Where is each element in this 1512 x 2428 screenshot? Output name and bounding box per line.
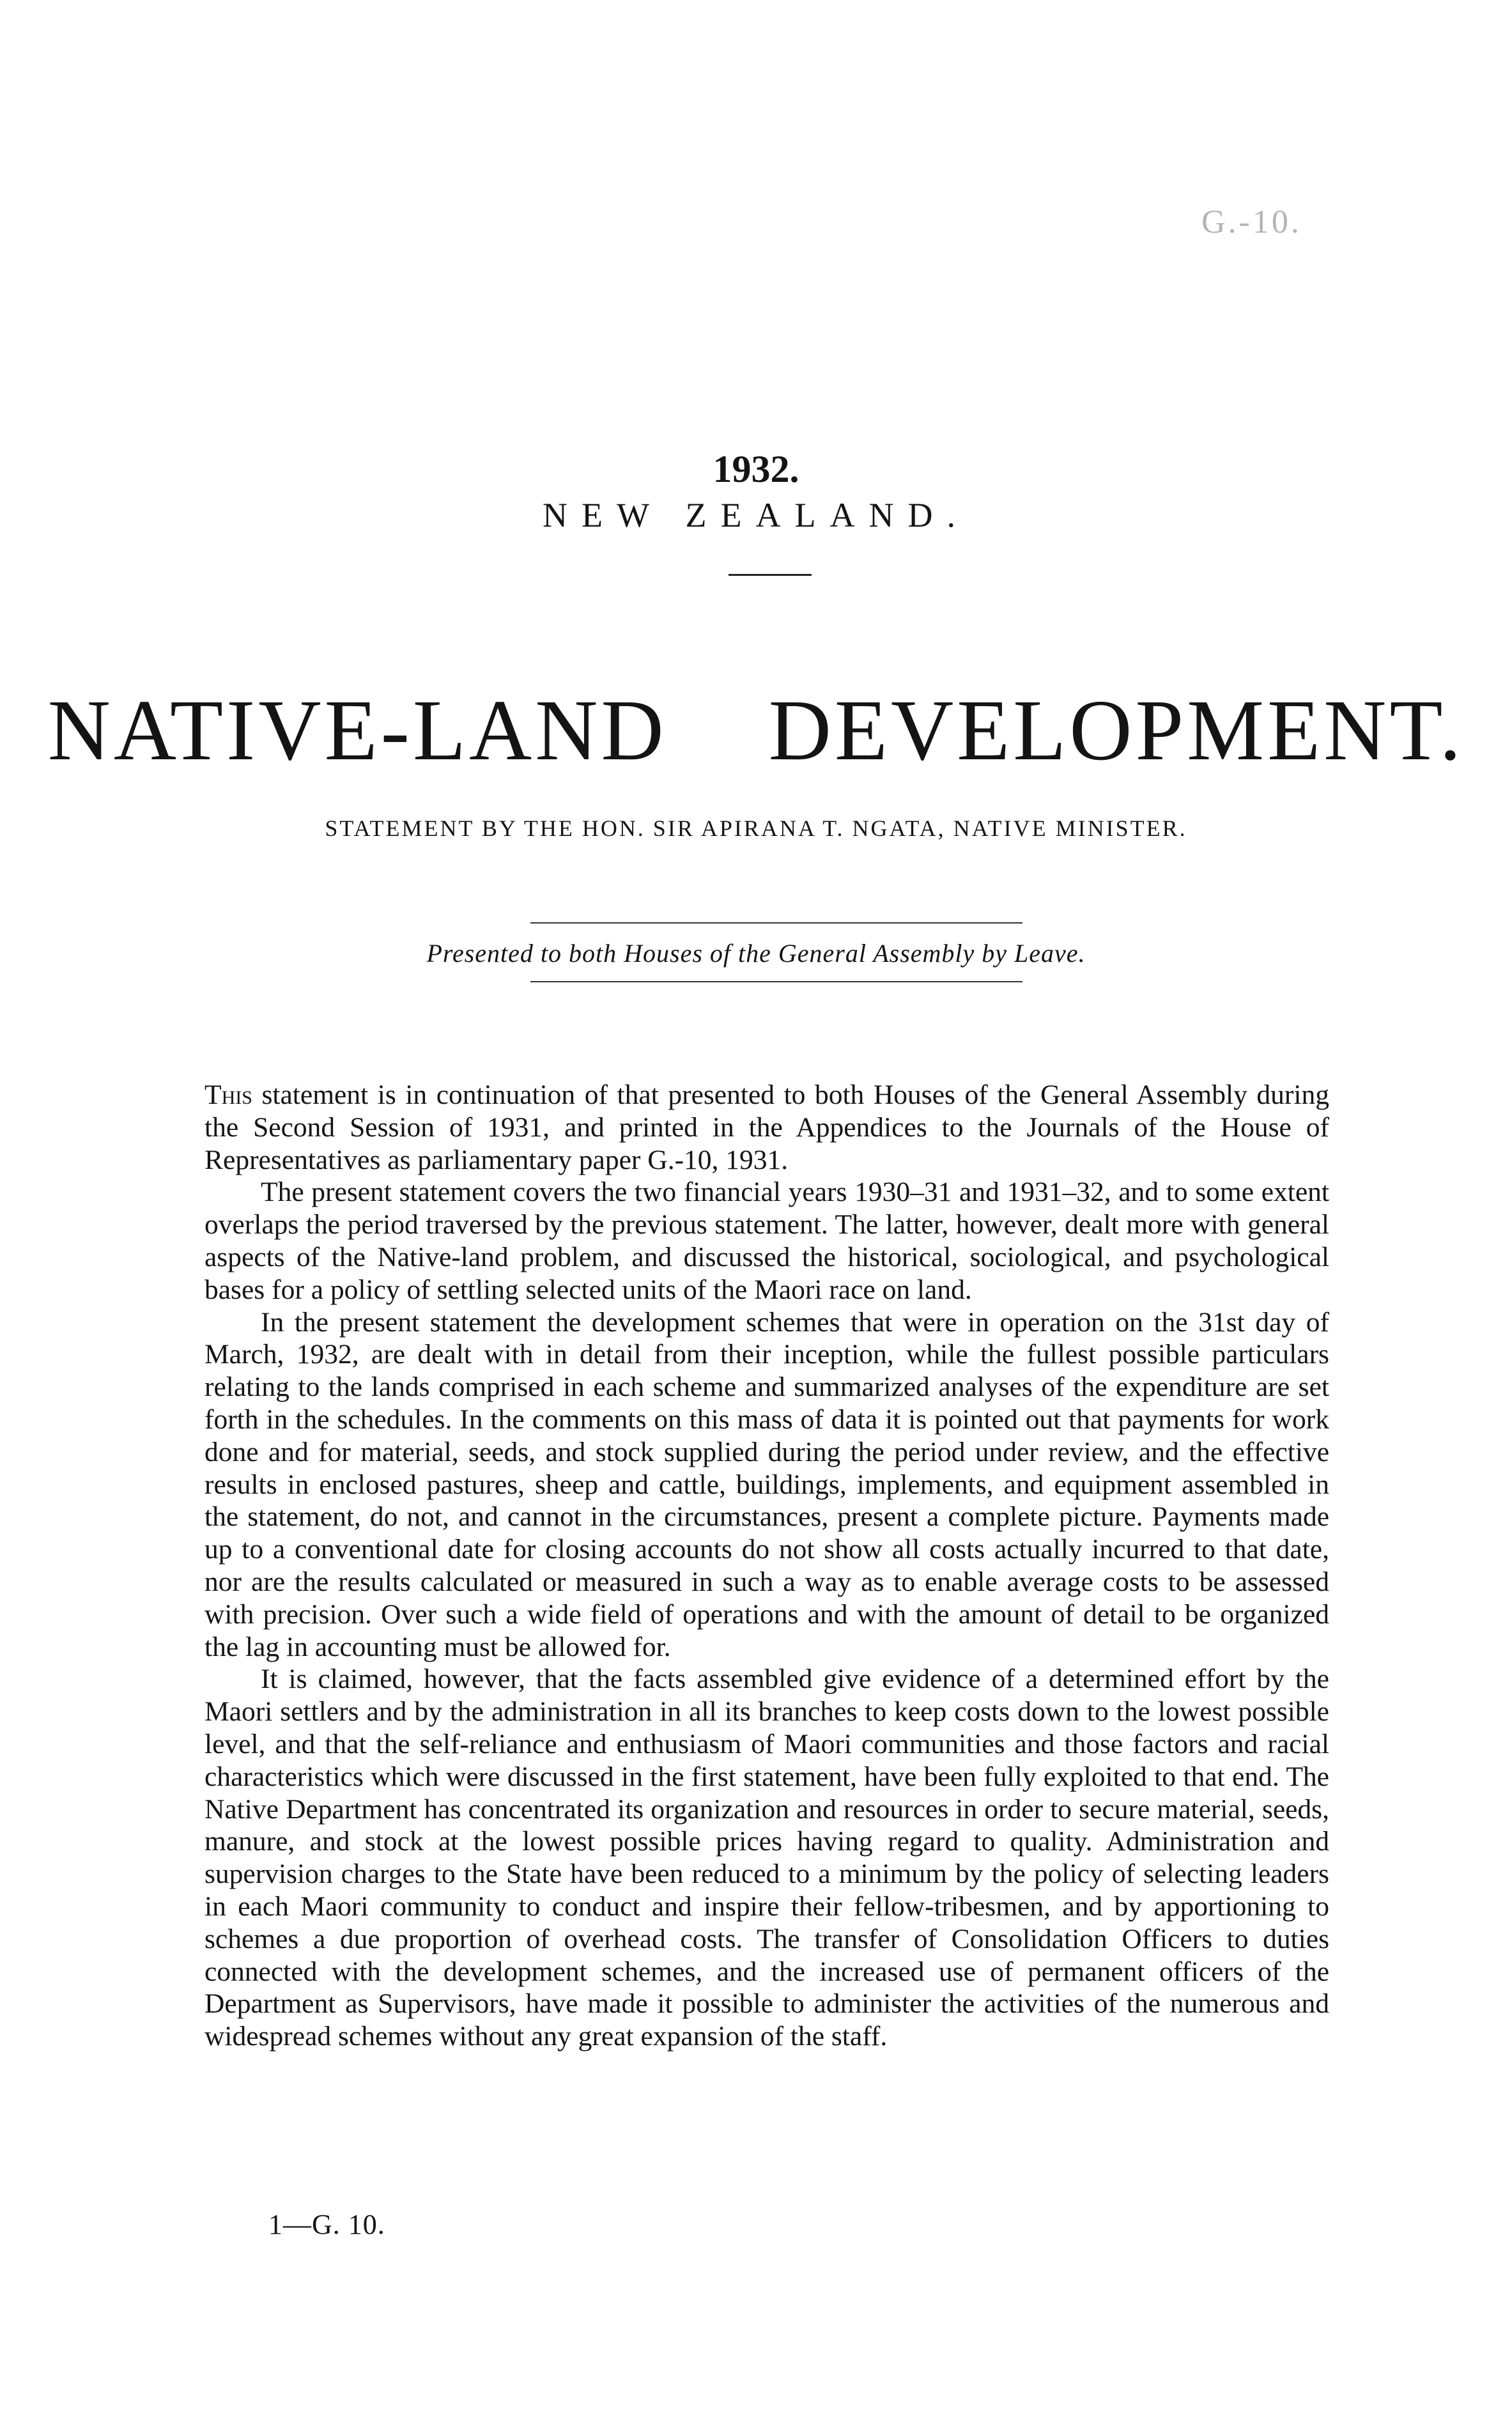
paragraph-3: In the present statement the development schemes that were in operation on the 31st day of March, 1932, are dealt with in detail from their inception, while the fullest possible particulars relating to the lands comprised in each scheme and summarized analyses of the expenditure are set forth in the schedules. In the comments on this mass of data it is pointed out that payments for work done and for material, seeds, and stock supplied during the period under review, and the effective results in enclosed pastures, sheep and cattle, buildings, implements, and equipment assembled in the statement, do not, and cannot in the circumstances, present a complete picture. Payments made up to a conventional date for closing accounts do not show all costs actually incurred to that date, nor are the results calculated or measured in such a way as to enable average costs to be assessed with precision. Over such a wide field of operations and with the amount of detail to be organized the lag in accounting must be allowed for. xyxy=(204,1306,1329,1662)
bottom-rule-divider xyxy=(530,981,1022,982)
paragraph-2: The present statement covers the two financial years 1930–31 and 1931–32, and to some extent overlaps the period traversed by the previous statement. The latter, however, dealt more with general aspects of the Native-land problem, and discussed the historical, sociological, and psychological bases for a policy of settling selected units of the Maori race on land. xyxy=(204,1177,1329,1305)
year: 1932. xyxy=(713,448,799,490)
top-rule-divider xyxy=(530,922,1022,924)
paragraph-1 xyxy=(204,1079,1329,1176)
paragraph-1-text: statement is in continuation of that presented to both Houses of the General Assembly during the Second Session of 1931, and printed in the Appendices to the Journals of the House of Representatives as parliamentary paper G.-10, 1931. xyxy=(204,1079,1329,1175)
corner-mark: G.-10. xyxy=(1201,204,1302,240)
main-title: NATIVE-LAND DEVELOPMENT. xyxy=(47,683,1465,778)
short-rule-divider xyxy=(729,574,812,576)
paragraph-4: It is claimed, however, that the facts assembled give evidence of a determined effort by the Maori settlers and by the administration in all its branches to keep costs down to the lowest possible level, and that the self-reliance and enthusiasm of Maori communities and those factors and racial characteristics which were discussed in the first statement, have been fully exploited to that end. The Native Department has concentrated its organization and resources in order to secure material, seeds, manure, and stock at the lowest possible prices having regard to quality. Administration and supervision charges to the State have been reduced to a minimum by the policy of selecting leaders in each Maori community to conduct and inspire their fellow-tribesmen, and by apportioning to schemes a due proportion of overhead costs. The transfer of Consolidation Officers to duties connected with the development schemes, and the increased use of permanent officers of the Department as Supervisors, have made it possible to administer the activities of the numerous and widespread schemes without any great expansion of the staff. xyxy=(204,1664,1329,2052)
country: NEW ZEALAND. xyxy=(543,496,969,534)
page-footer-reference: 1—G. 10. xyxy=(268,2209,385,2240)
subtitle: STATEMENT BY THE HON. SIR APIRANA T. NGATA, NATIVE MINISTER. xyxy=(325,816,1187,841)
presented-line: Presented to both Houses of the General Assembly by Leave. xyxy=(426,939,1086,968)
body-text xyxy=(204,1079,1329,2053)
lead-word: This xyxy=(204,1079,252,1110)
